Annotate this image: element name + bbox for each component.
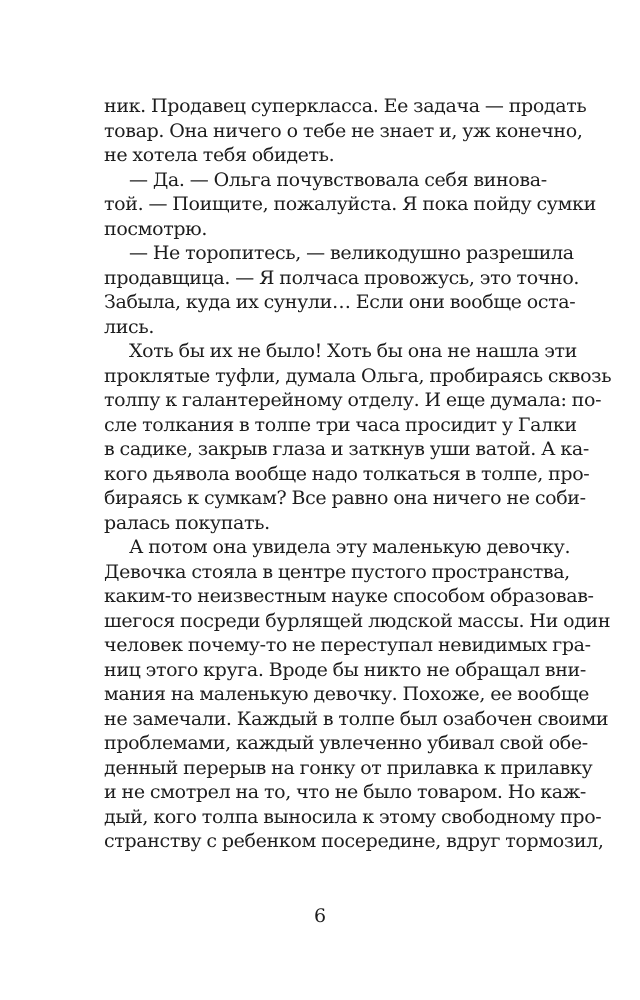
page-number: 6 xyxy=(313,905,327,927)
text-line: сле толкания в толпе три часа просидит у Галки xyxy=(104,413,577,436)
text-line: ралась покупать. xyxy=(104,511,270,534)
paragraph-1 xyxy=(104,94,587,168)
text-line: ник. Продавец суперкласса. Ее задача — продать xyxy=(104,95,587,117)
text-line: — Не торопитесь, — великодушно разрешила xyxy=(129,242,574,264)
text-line: денный перерыв на гонку от прилавка к прилавку xyxy=(104,756,593,779)
text-line: проблемами, каждый увлеченно убивал свой обе- xyxy=(104,732,588,754)
text-line: А потом она увидела эту маленькую девочку. xyxy=(129,536,571,558)
text-line: человек почему-то не переступал невидимых гра- xyxy=(104,634,591,656)
text-line: странству с ребенком посередине, вдруг тормозил, xyxy=(104,830,604,852)
text-line: мания на маленькую девочку. Похоже, ее вообще xyxy=(104,683,589,705)
text-line: — Да. — Ольга почувствовала себя винова- xyxy=(129,168,547,191)
text-line: Девочка стояла в центре пустого пространства, xyxy=(104,560,570,583)
text-line: шегося посреди бурлящей людской массы. Ни один xyxy=(104,609,611,632)
text-line: проклятые туфли, думала Ольга, пробираясь сквозь xyxy=(104,364,612,387)
text-line: Хоть бы их не было! Хоть бы она не нашла эти xyxy=(129,340,577,362)
text-line: продавщица. — Я полчаса провожусь, это точно. xyxy=(104,266,580,289)
text-line: не замечали. Каждый в толпе был озабочен своими xyxy=(104,707,609,730)
paragraph-5 xyxy=(104,535,611,854)
text-line: товар. Она ничего о тебе не знает и, уж конечно, xyxy=(104,119,583,142)
text-line: и не смотрел на то, что не было товаром. Но каж- xyxy=(104,781,586,803)
paragraph-2 xyxy=(104,168,596,242)
text-line: дый, кого толпа выносила к этому свободному про- xyxy=(104,805,602,828)
text-line: толпу к галантерейному отделу. И еще думала: по- xyxy=(104,389,602,411)
text-line: посмотрю. xyxy=(104,217,208,240)
text-line: кого дьявола вообще надо толкаться в толпе, про- xyxy=(104,462,590,485)
text-line: бираясь к сумкам? Все равно она ничего не соби- xyxy=(104,487,586,509)
text-line: ниц этого круга. Вроде бы никто не обращал вни- xyxy=(104,658,586,681)
text-line: каким-то неизвестным науке способом образовав- xyxy=(104,585,594,607)
text-line: Забыла, куда их сунули… Если они вообще оста- xyxy=(104,291,576,313)
text-line: не хотела тебя обидеть. xyxy=(104,144,335,166)
paragraph-3 xyxy=(104,241,580,339)
text-line: той. — Поищите, пожалуйста. Я пока пойду сумки xyxy=(104,193,596,215)
text-line: в садике, закрыв глаза и заткнув уши ватой. А ка- xyxy=(104,438,589,460)
paragraph-4 xyxy=(104,339,612,535)
text-line: лись. xyxy=(104,315,155,338)
body-text xyxy=(104,94,612,854)
